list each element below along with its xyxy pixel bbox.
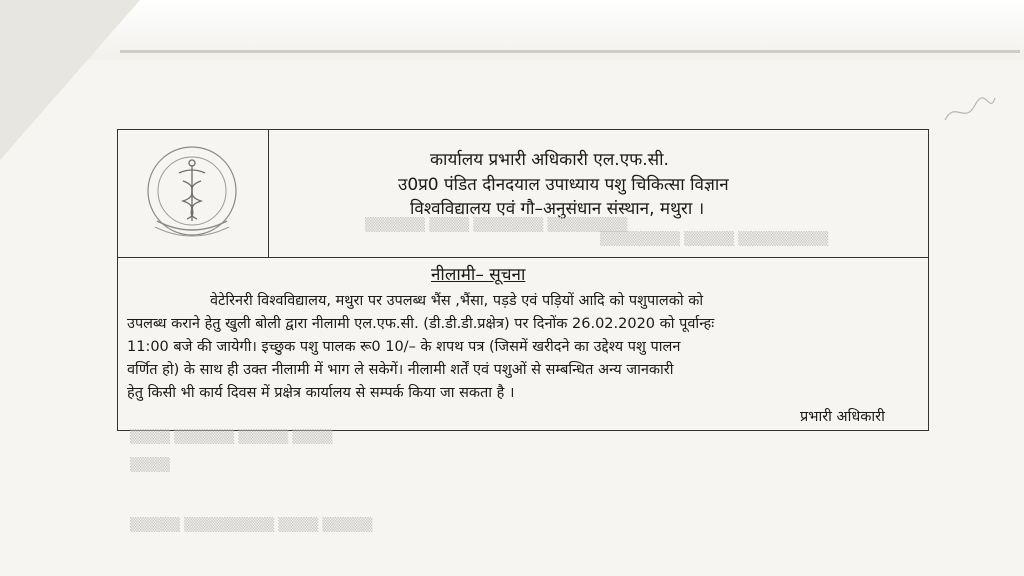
caduceus-icon bbox=[179, 160, 205, 221]
header-university-line: उ0प्र0 पंडित दीनदयाल उपाध्याय पशु चिकित्सा विज्ञान bbox=[398, 175, 729, 195]
header-office-line: कार्यालय प्रभारी अधिकारी एल.एफ.सी. bbox=[430, 150, 669, 170]
notice-title: नीलामी– सूचना bbox=[431, 265, 526, 285]
notice-line: उपलब्ध कराने हेतु खुली बोली द्वारा नीलामी एल.एफ.सी. (डी.डी.डी.प्रक्षेत्र) पर दिनोंक 26.02.2020 को पूर्वान्हः bbox=[127, 316, 715, 332]
bleed-through-text: ▒▒▒▒▒ ▒▒▒▒▒▒▒▒▒ ▒▒▒▒ ▒▒▒▒▒ bbox=[130, 518, 373, 533]
bleed-through-text: ▒▒▒▒▒▒ ▒▒▒▒ ▒▒▒▒▒▒▒ ▒▒▒▒▒▒▒▒ bbox=[365, 218, 628, 233]
bleed-through-text: ▒▒▒▒▒▒▒▒ ▒▒▒▒▒ ▒▒▒▒▒▒▒▒▒ bbox=[600, 232, 829, 247]
notice-line: वर्णित हो) के साथ ही उक्त नीलामी में भाग ले सकेगें। नीलामी शर्तें एवं पशुओं से सम्बन्धित अन्य जानकारी bbox=[127, 362, 674, 378]
logo-cell bbox=[117, 129, 269, 258]
notice-line: 11:00 बजे की जायेगी। इच्छुक पशु पालक रू0 10/– के शपथ पत्र (जिसमें खरीदने का उद्देश्य पशु पालन bbox=[127, 339, 681, 355]
margin-scribble bbox=[940, 90, 1000, 130]
notice-line: हेतु किसी भी कार्य दिवस में प्रक्षेत्र कार्यालय से सम्पर्क किया जा सकता है । bbox=[127, 385, 515, 401]
signature-title: प्रभारी अधिकारी bbox=[800, 409, 885, 425]
university-emblem-icon bbox=[117, 129, 267, 256]
notice-line: वेटेरिनरी विश्वविद्यालय, मथुरा पर उपलब्ध भैंस ,भैंसा, पड़डे एवं पड़ियों आदि को पशुपालको को bbox=[210, 293, 704, 309]
bleed-through-text: ▒▒▒▒ ▒▒▒▒▒▒ ▒▒▒▒▒ ▒▒▒▒ bbox=[130, 430, 333, 445]
header-address-line: विश्वविद्यालय एवं गौ–अनुसंधान संस्थान, मथुरा । bbox=[410, 199, 705, 219]
fold-line bbox=[120, 50, 1020, 53]
bleed-through-text: ▒▒▒▒ bbox=[130, 458, 170, 473]
